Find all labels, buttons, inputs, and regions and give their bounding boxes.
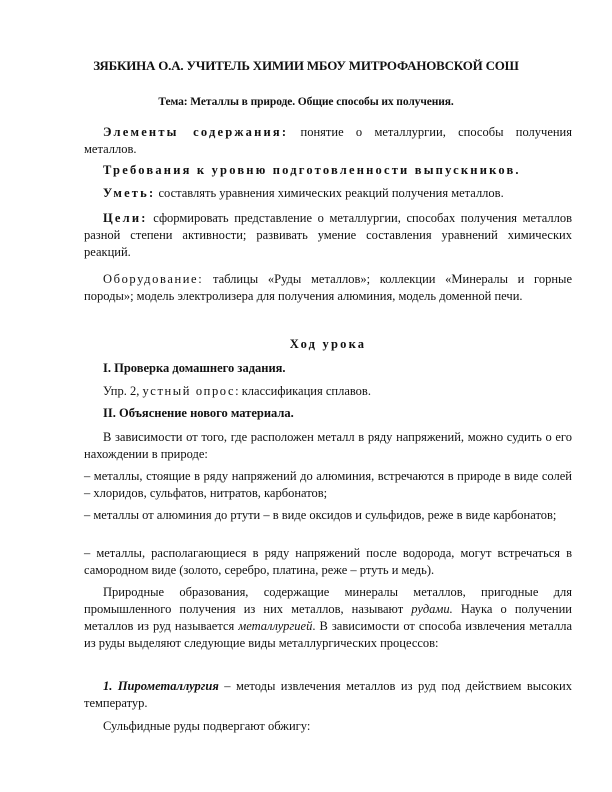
- requirements-label: Требования к уровню подготовленности выпускников.: [103, 163, 521, 177]
- section2-paragraph-4: Сульфидные руды подвергают обжигу:: [103, 719, 311, 733]
- skills-paragraph: [84, 185, 572, 202]
- p2-text-c: . В зависимости от способа извлечения металла из руды выделяют следующие виды металлургических процессов:: [84, 619, 572, 650]
- p3-text: – методы извлечения металлов из руд под действием высоких температур.: [84, 679, 573, 710]
- content-elements-paragraph: [84, 124, 572, 158]
- term-ores: рудами.: [411, 602, 453, 616]
- author-heading: ЗЯБКИНА О.А. УЧИТЕЛЬ ХИМИИ МБОУ МИТРОФАНОВСКОЙ СОШ: [93, 58, 519, 73]
- requirements-paragraph: [84, 162, 572, 179]
- list-item: – металлы от алюминия до ртути – в виде оксидов и сульфидов, реже в виде карбонатов;: [84, 508, 557, 522]
- goals-paragraph: [84, 210, 572, 261]
- list-item: – металлы, стоящие в ряду напряжений до алюминия, встречаются в природе в виде солей – хлоридов, сульфатов, нитратов, карбонатов;: [84, 469, 572, 500]
- p2-text-b: Наука о получении металлов из руд называется: [84, 602, 573, 633]
- equipment-label: Оборудование:: [103, 272, 204, 286]
- lesson-topic: Тема: Металлы в природе. Общие способы их получения.: [158, 96, 454, 108]
- content-elements-label: Элементы содержания:: [103, 125, 289, 139]
- section2-paragraph-1: В зависимости от того, где расположен металл в ряду напряжений, можно судить о его нахождении в природе:: [84, 430, 572, 461]
- section2-title: II. Объяснение нового материала.: [103, 406, 294, 420]
- lesson-title: [84, 336, 572, 353]
- skills-text: составлять уравнения химических реакций получения металлов.: [155, 186, 504, 200]
- lesson-title-text: Ход урока: [289, 337, 367, 351]
- section2-paragraph-2: [84, 584, 572, 652]
- equipment-text: таблицы «Руды металлов»; коллекции «Минералы и горные породы»; модель электролизера для получения алюминия, модель доменной печи.: [84, 272, 572, 303]
- equipment-paragraph: [84, 271, 572, 305]
- skills-label: Уметь:: [103, 186, 156, 200]
- p2-text-a: Природные образования, содержащие минералы металлов, пригодные для промышленного получения из них металлов, называют: [84, 585, 572, 616]
- section1-spaced: устный опрос: [142, 384, 236, 398]
- goals-label: Цели:: [103, 211, 148, 225]
- term-pyrometallurgy: 1. Пирометаллургия: [103, 679, 219, 693]
- section1-prefix: Упр. 2,: [103, 384, 143, 398]
- section1-title: I. Проверка домашнего задания.: [103, 361, 286, 375]
- section2-paragraph-3: [84, 678, 572, 712]
- goals-text: сформировать представление о металлургии, способах получения металлов разной степени активности; развивать умение составления уравнений химических реакций.: [84, 211, 572, 259]
- list-item: – металлы, располагающиеся в ряду напряжений после водорода, могут встречаться в самородном виде (золото, серебро, платина, реже – ртуть и медь).: [84, 546, 572, 577]
- section1-suffix: : классификация сплавов.: [235, 384, 371, 398]
- term-metallurgy: металлургией: [238, 619, 313, 633]
- content-elements-text: понятие о металлургии, способы получения металлов.: [84, 125, 572, 156]
- section1-line: [84, 383, 572, 400]
